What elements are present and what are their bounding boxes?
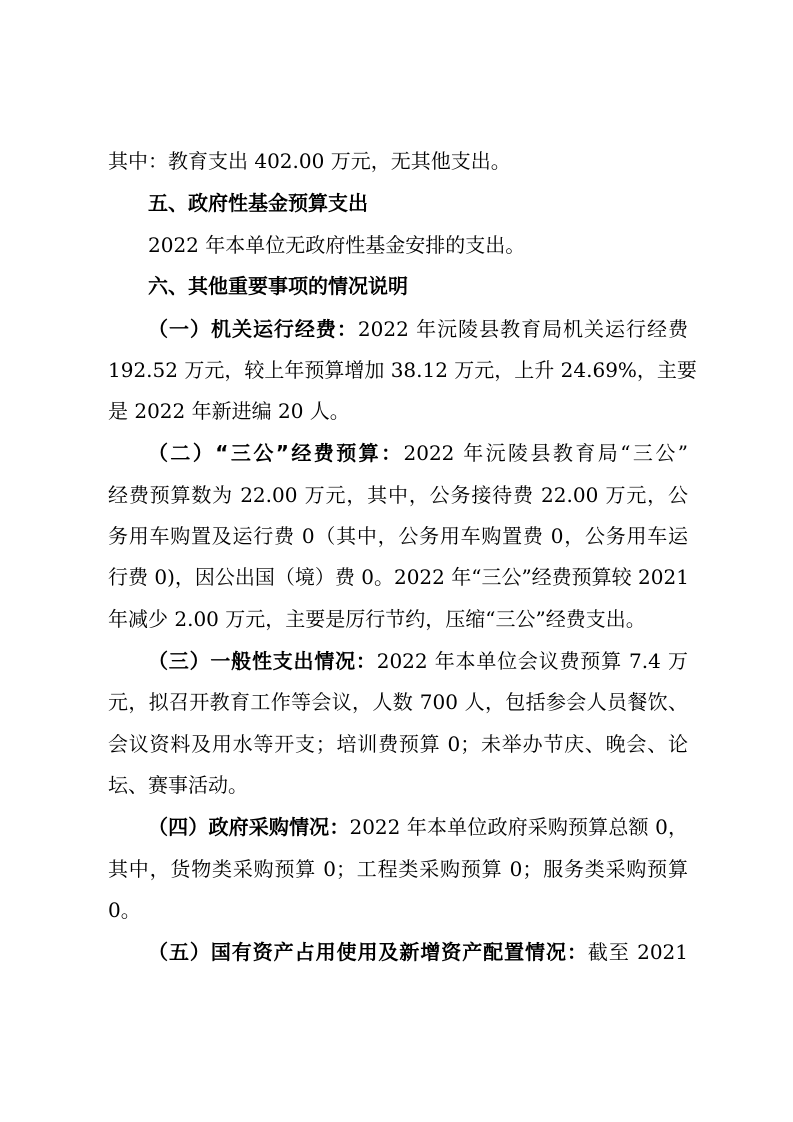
text-run: 是 2022 年新进编 20 人。 <box>108 399 350 423</box>
text-run: 截至 2021 <box>587 940 689 964</box>
education-expense-line <box>108 147 688 175</box>
item-1-lead: （一）机关运行经费： <box>148 317 358 341</box>
item-1-line-2 <box>108 356 697 384</box>
text-run: 0。 <box>108 898 141 922</box>
item-3-line-1 <box>148 647 688 675</box>
text-run: 会议资料及用水等开支；培训费预算 0；未举办节庆、晚会、论 <box>108 732 688 756</box>
text-run: 192.52 万元，较上年预算增加 38.12 万元，上升 24.69%，主要 <box>108 358 697 382</box>
text-run: 2022 年本单位政府采购预算总额 0， <box>349 815 689 839</box>
section-heading-6 <box>148 272 688 300</box>
item-2-line-4 <box>108 563 688 591</box>
item-3-line-2 <box>108 688 688 716</box>
text-run: 2022 年沅陵县教育局“三公” <box>403 441 688 465</box>
text-run: 2022 年本单位无政府性基金安排的支出。 <box>148 233 526 257</box>
text-run: 年减少 2.00 万元，主要是厉行节约，压缩“三公”经费支出。 <box>108 607 646 631</box>
heading-text: 六、其他重要事项的情况说明 <box>148 274 408 298</box>
item-3-line-3 <box>108 730 688 758</box>
item-3-line-4 <box>108 771 688 799</box>
text-run: 经费预算数为 22.00 万元，其中，公务接待费 22.00 万元，公 <box>108 483 688 507</box>
item-4-line-2 <box>108 855 688 883</box>
item-5-line-1 <box>148 938 688 966</box>
item-2-line-1 <box>148 439 688 467</box>
item-2-lead: （二）“三公”经费预算： <box>148 441 404 465</box>
text-run: 坛、赛事活动。 <box>108 773 248 797</box>
item-4-line-3 <box>108 896 688 924</box>
text-run: 其中：教育支出 402.00 万元，无其他支出。 <box>108 149 511 173</box>
item-2-line-3 <box>108 522 688 550</box>
fund-expense-line <box>148 231 688 259</box>
text-run: 2022 年本单位会议费预算 7.4 万 <box>376 649 689 673</box>
item-4-line-1 <box>148 813 688 841</box>
text-run: 元，拟召开教育工作等会议，人数 700 人，包括参会人员餐饮、 <box>108 690 688 714</box>
item-3-lead: （三）一般性支出情况： <box>148 649 377 673</box>
section-heading-5 <box>148 189 688 217</box>
item-2-line-2 <box>108 481 688 509</box>
item-1-line-3 <box>108 397 688 425</box>
item-5-lead: （五）国有资产占用使用及新增资产配置情况： <box>148 940 588 964</box>
item-1-line-1 <box>148 315 688 343</box>
text-run: 2022 年沅陵县教育局机关运行经费 <box>357 317 688 341</box>
item-2-line-5 <box>108 605 688 633</box>
text-run: 其中，货物类采购预算 0；工程类采购预算 0；服务类采购预算 <box>108 857 688 881</box>
text-run: 务用车购置及运行费 0（其中，公务用车购置费 0，公务用车运 <box>108 524 688 548</box>
item-4-lead: （四）政府采购情况： <box>148 815 350 839</box>
heading-text: 五、政府性基金预算支出 <box>148 191 368 215</box>
text-run: 行费 0)，因公出国（境）费 0。2022 年“三公”经费预算较 2021 <box>108 565 689 589</box>
